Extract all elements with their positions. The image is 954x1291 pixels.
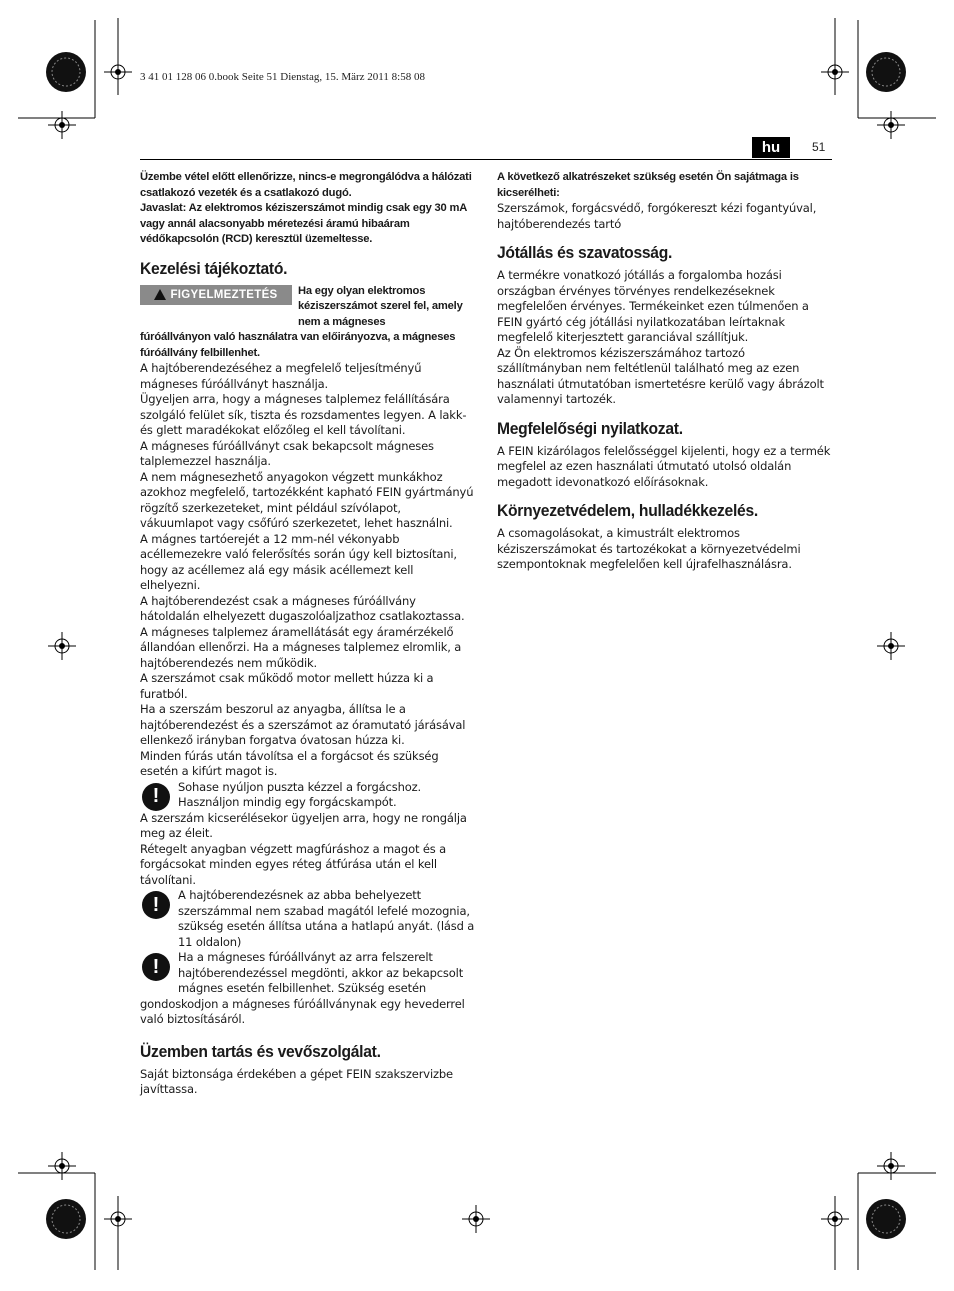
warranty-text: A termékre vonatkozó jótállás a forgalomba hozási országban érvényes törvényes rendelkezéseknek megfelelően érvényes. Termékeinket ezen túlmenően a FEIN gyártó cég jótállási nyilatkozatában leírtaknak megfelelő kiterjesztett garanciával szállítjuk.	[497, 268, 809, 344]
note-text-3: Ha a mágneses fúróállványt az arra felszerelt hajtóberendezéssel megdönti, akkor az bekapcsolt mágnes esetén felbillenhet. Szükség esetén	[178, 950, 464, 995]
conformity-text: A FEIN kizárólagos felelősséggel kijelenti, hogy ez a termék megfelel az ezen használati útmutató utolsó oldalán megadott idevonatkozó előírásoknak.	[497, 443, 831, 489]
intro-bold-1: Üzembe vétel előtt ellenőrizze, nincs-e megrongálódva a hálózati csatlakozó vezeték és a csatlakozó dugó.	[140, 171, 472, 199]
section-heading-conformity: Megfelelőségi nyilatkozat.	[497, 418, 683, 438]
paragraph: A nem mágnesezhető anyagokon végzett munkákhoz azokhoz megfelelő, tartozékként kapható FEIN gyártmányú rögzítő szerkezeteket, mint például szívólapot, vákuumlapot vagy csőfúró szerkezetet, lehet használni.	[140, 469, 474, 530]
service-text: Saját biztonsága érdekében a gépet FEIN szakszervizbe javíttassa.	[140, 1066, 453, 1096]
note-block-1	[140, 780, 476, 811]
note-block-2	[140, 888, 476, 950]
environment-text: A csomagolásokat, a kimustrált elektromos kéziszerszámokat és tartozékokat a környezetvédelmi szempontoknak megfelelően kell újrafelhasználásra.	[497, 526, 801, 571]
exclamation-icon: !	[142, 891, 170, 919]
paragraph: A mágneses talplemez áramellátását egy áramérzékelő állandóan ellenőrzi. Ha a mágneses talplemez elromlik, a hajtóberendezés nem működik.	[140, 624, 462, 670]
warning-badge	[140, 285, 292, 305]
warning-triangle-icon	[154, 289, 166, 300]
note-text-3-cont: gondoskodjon a mágneses fúróállványnak egy hevederrel való biztosításáról.	[140, 996, 465, 1026]
paragraph: A mágnes tartóerejét a 12 mm-nél vékonyabb acéllemezekre való felerősítés során úgy kell biztosítani, hogy az acéllemez alá egy másik acéllemezt kell elhelyezni.	[140, 531, 457, 592]
print-info-line: 3 41 01 128 06 0.book Seite 51 Dienstag, 15. März 2011 8:58 08	[140, 71, 425, 83]
section-heading-environment: Környezetvédelem, hulladékkezelés.	[497, 501, 758, 520]
exclamation-icon: !	[142, 953, 170, 981]
note-text-2: A hajtóberendezésnek az abba behelyezett szerszámmal nem szabad magától lefelé mozognia, szükség esetén állítsa utána a hatlapú anyát. (lásd a 11 oldalon)	[178, 888, 475, 949]
section-heading-operation: Kezelési tájékoztató.	[140, 258, 288, 278]
paragraph: A szerszámot csak működő motor mellett húzza ki a furatból.	[140, 671, 434, 701]
section-heading-warranty: Jótállás és szavatosság.	[497, 243, 673, 262]
page-number: 51	[812, 140, 826, 154]
paragraph: A mágneses fúróállványt csak bekapcsolt mágneses talplemezzel használja.	[140, 438, 434, 468]
paragraph: Ügyeljen arra, hogy a mágneses talplemez felállítására szolgáló felület sík, tiszta és rozsdamentes legyen. A lakk- és glett maradékokat előzőleg el kell távolítani.	[140, 392, 467, 437]
note-block-3	[140, 950, 476, 997]
paragraph: A hajtóberendezést csak a mágneses fúróállvány hátoldalán elhelyezett dugaszolóaljzathoz csatlakoztassa.	[140, 593, 465, 623]
warning-label: FIGYELMEZTETÉS	[170, 288, 278, 301]
paragraph: A szerszám kicserélésekor ügyeljen arra, hogy ne rongálja meg az éleit.	[140, 810, 467, 840]
header-rule	[140, 159, 832, 160]
warning-side-text: Ha egy olyan elektromos kéziszerszámot szerel fel, amely nem a mágneses	[298, 284, 463, 328]
language-badge: hu	[752, 137, 790, 158]
warning-cont-text: fúróállványon való használatra van előirányozva, a mágneses fúróállvány felbillenhet.	[140, 331, 456, 359]
exclamation-icon: !	[142, 783, 170, 811]
left-column	[140, 170, 476, 1098]
paragraph: A hajtóberendezéséhez a megfelelő teljesítményű mágneses fúróállványt használja.	[140, 361, 422, 391]
parts-text: Szerszámok, forgácsvédő, forgókereszt kézi fogantyúval, hajtóberendezés tartó	[497, 201, 817, 231]
parts-bold: A következő alkatrészeket szükség esetén Ön sajátmaga is kicserélheti:	[497, 171, 799, 199]
note-text-1: Sohase nyúljon puszta kézzel a forgácshoz. Használjon mindig egy forgácskampót.	[178, 779, 421, 809]
right-column	[497, 170, 832, 573]
paragraph: Rétegelt anyagban végzett magfúráshoz a magot és a forgácsokat minden egyes réteg átfúrása után el kell távolítani.	[140, 841, 447, 887]
intro-bold-2: Javaslat: Az elektromos kéziszerszámot mindig csak egy 30 mA vagy annál alacsonyabb méretezési áramú hibaáram védőkapcsolón (RCD) keresztül üzemeltesse.	[140, 202, 467, 245]
section-heading-service: Üzemben tartás és vevőszolgálat.	[140, 1041, 381, 1061]
paragraph: Minden fúrás után távolítsa el a forgácsot és szükség esetén a kifúrt magot is.	[140, 748, 439, 778]
warning-block	[140, 284, 476, 331]
paragraph: Ha a szerszám beszorul az anyagba, állítsa le a hajtóberendezést és a szerszámot az óramutató járásával ellenkező irányban forgatva óvatosan húzza ki.	[140, 702, 466, 747]
warranty-text: Az Ön elektromos kéziszerszámához tartozó szállítmányban nem feltétlenül található meg az ezen használati útmutatóban ismertetésre kerülő vagy ábrázolt valamennyi tartozék.	[497, 345, 824, 406]
